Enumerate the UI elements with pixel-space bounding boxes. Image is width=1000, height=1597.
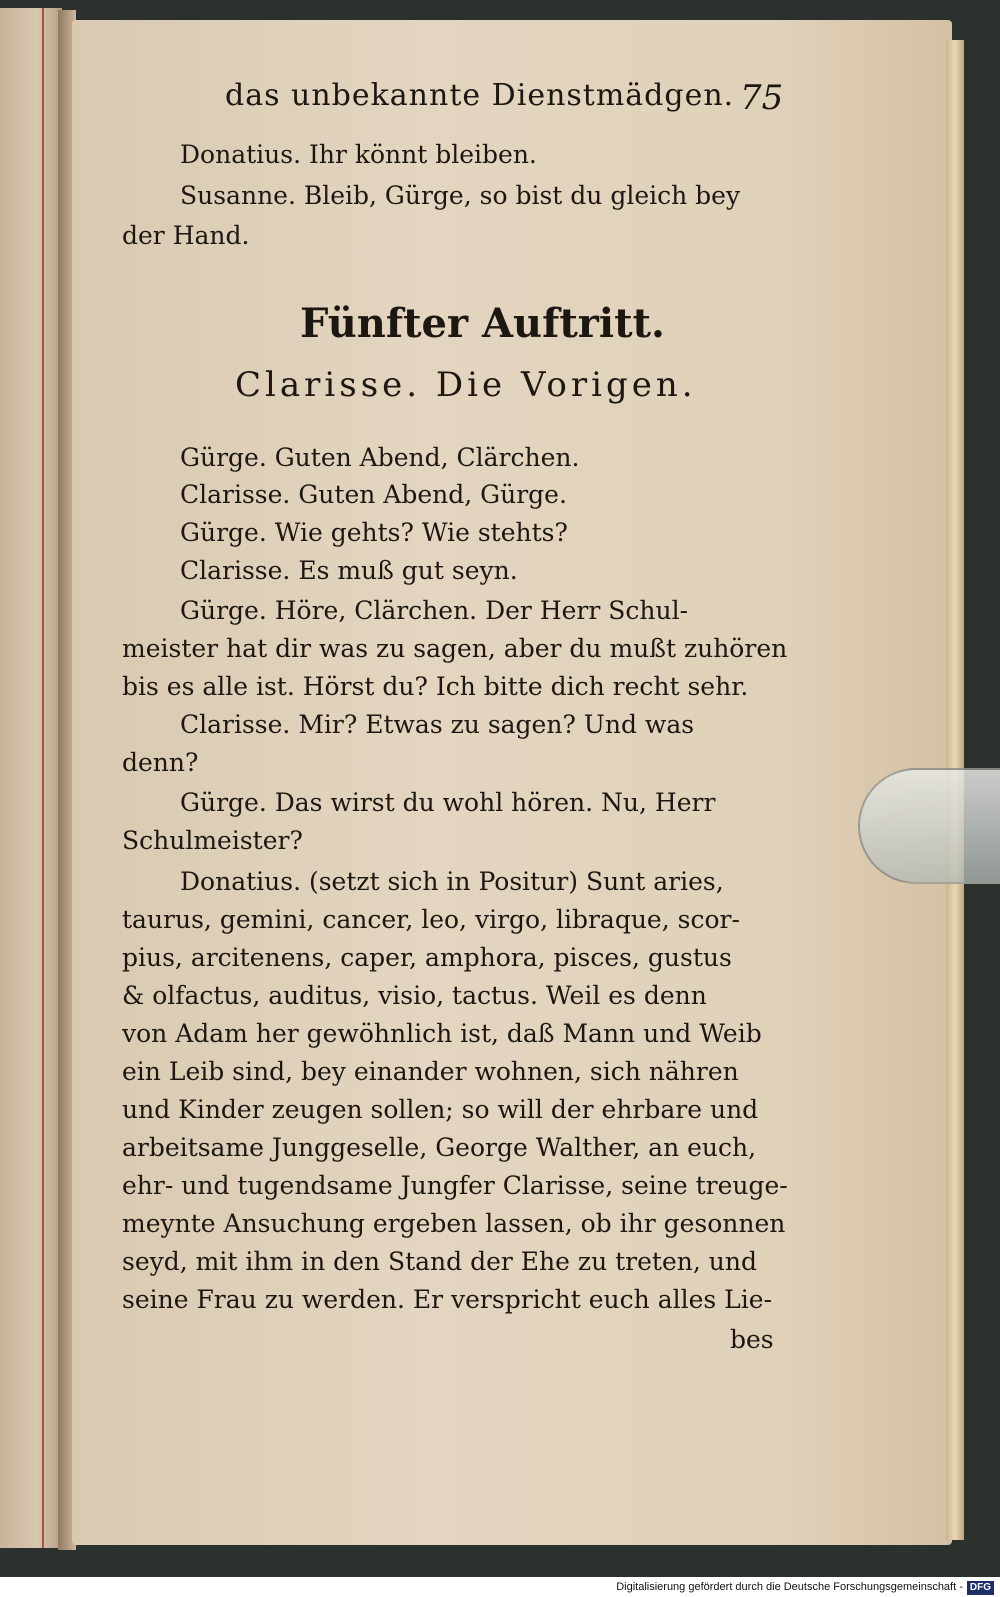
text-line: seine Frau zu werden. Er verspricht euch alles Lie- — [122, 1285, 773, 1314]
digitization-credit — [0, 1577, 1000, 1597]
page-clip — [858, 768, 1000, 884]
text-line: Schulmeister? — [122, 826, 303, 855]
catchword: bes — [730, 1325, 774, 1354]
text-line: seyd, mit ihm in den Stand der Ehe zu treten, und — [122, 1247, 757, 1276]
left-page-margin-line — [42, 8, 44, 1548]
text-line: & olfactus, auditus, visio, tactus. Weil es denn — [122, 981, 707, 1010]
text-line: Gürge. Guten Abend, Clärchen. — [180, 443, 580, 472]
text-line: Gürge. Wie gehts? Wie stehts? — [180, 518, 568, 547]
text-line: Clarisse. Mir? Etwas zu sagen? Und was — [180, 710, 695, 739]
text-line: von Adam her gewöhnlich ist, daß Mann und Weib — [122, 1019, 762, 1048]
cast-line: Clarisse. Die Vorigen. — [235, 365, 697, 405]
text-line: der Hand. — [122, 221, 250, 250]
text-line: Clarisse. Es muß gut seyn. — [180, 556, 518, 585]
text-line: Donatius. (setzt sich in Positur) Sunt aries, — [180, 867, 724, 896]
page-number: 75 — [740, 78, 784, 118]
text-line: bis es alle ist. Hörst du? Ich bitte dich recht sehr. — [122, 672, 749, 701]
text-line: ein Leib sind, bey einander wohnen, sich nähren — [122, 1057, 739, 1086]
text-line: ehr- und tugendsame Jungfer Clarisse, seine treuge- — [122, 1171, 788, 1200]
running-title: das unbekannte Dienstmädgen. — [225, 78, 735, 113]
text-line: denn? — [122, 748, 199, 777]
text-line: Clarisse. Guten Abend, Gürge. — [180, 480, 567, 509]
text-line: Susanne. Bleib, Gürge, so bist du gleich bey — [180, 181, 741, 210]
left-page-edge — [0, 8, 62, 1548]
text-line: pius, arcitenens, caper, amphora, pisces, gustus — [122, 943, 732, 972]
scene-heading: Fünfter Auftritt. — [300, 300, 665, 347]
text-line: arbeitsame Junggeselle, George Walther, an euch, — [122, 1133, 757, 1162]
text-line: Gürge. Das wirst du wohl hören. Nu, Herr — [180, 788, 716, 817]
text-line: taurus, gemini, cancer, leo, virgo, libraque, scor- — [122, 905, 740, 934]
text-line: Gürge. Höre, Clärchen. Der Herr Schul- — [180, 596, 689, 625]
credit-text: Digitalisierung gefördert durch die Deutsche Forschungsgemeinschaft - — [616, 1581, 963, 1593]
text-line: meister hat dir was zu sagen, aber du mußt zuhören — [122, 634, 788, 663]
dfg-logo-icon: DFG — [967, 1581, 994, 1595]
text-line: und Kinder zeugen sollen; so will der ehrbare und — [122, 1095, 759, 1124]
text-line: Donatius. Ihr könnt bleiben. — [180, 140, 537, 169]
text-line: meynte Ansuchung ergeben lassen, ob ihr gesonnen — [122, 1209, 786, 1238]
